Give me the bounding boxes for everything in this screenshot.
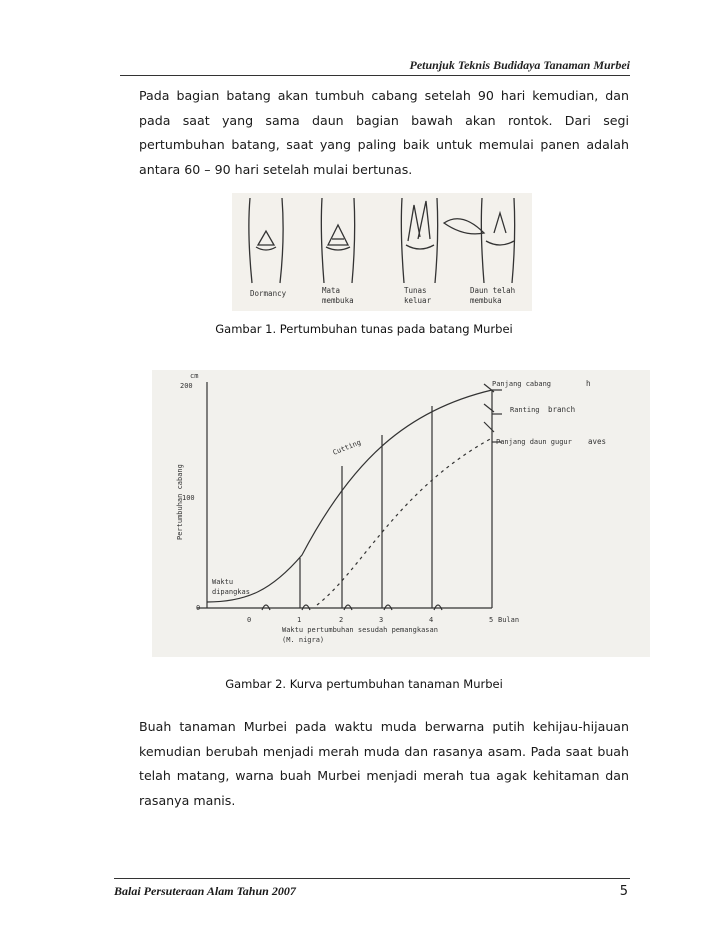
label-tunas: Tunas — [404, 286, 427, 295]
running-header-title: Petunjuk Teknis Budidaya Tanaman Murbei — [409, 58, 630, 72]
label-tunas-keluar: keluar — [404, 296, 432, 305]
label-dormancy: Dormancy — [250, 289, 287, 298]
figure-1-image — [232, 193, 532, 311]
y-unit: cm — [190, 372, 199, 380]
stem-dormancy — [249, 198, 283, 283]
y-tick-0: 0 — [196, 604, 201, 612]
footer-publisher: Balai Persuteraan Alam Tahun 2007 — [114, 884, 296, 898]
x-axis-sublabel: (M. nigra) — [282, 636, 325, 644]
x-tick-1: 1 — [297, 616, 302, 624]
legend-ranting: Ranting — [510, 406, 540, 414]
x-axis-label: Waktu pertumbuhan sesudah pemangkasan — [282, 626, 438, 634]
label-daun-membuka: membuka — [470, 296, 502, 305]
paragraph-batang: Pada bagian batang akan tumbuh cabang setelah 90 hari kemudian, dan pada saat yang sama daun bagian bawah akan rontok. Dari segi pertumbuhan batang, saat yang paling baik untuk memulai panen adalah antara 60 – 90 hari setelah mulai bertunas. — [139, 88, 629, 177]
legend-ranting-suffix: branch — [548, 405, 576, 414]
legend-branch-length: Panjang cabang — [492, 380, 552, 388]
legend-leaf-fall-suffix: aves — [588, 437, 607, 446]
x-tick-2: 2 — [339, 616, 344, 624]
figure-2-image — [152, 370, 650, 657]
figure-1-caption: Gambar 1. Pertumbuhan tunas pada batang Murbei — [215, 322, 513, 336]
figure-2-caption: Gambar 2. Kurva pertumbuhan tanaman Murbei — [225, 677, 503, 691]
y-tick-200: 200 — [180, 382, 193, 390]
figure-2-drawing — [152, 370, 650, 657]
header-rule — [120, 75, 630, 76]
x-unit: Bulan — [498, 616, 520, 624]
paragraph-buah: Buah tanaman Murbei pada waktu muda berwarna putih kehijau-hijauan kemudian berubah menjadi merah muda dan rasanya asam. Pada saat buah telah matang, warna buah Murbei menjadi merah tua agak kehitaman dan rasanya manis. — [139, 719, 629, 808]
cutting-label: Cutting — [331, 438, 363, 457]
y-tick-100: 100 — [182, 494, 195, 502]
legend-leaf-fall: Panjang daun gugur — [496, 438, 572, 446]
page-number: 5 — [619, 884, 628, 899]
leaf-fall-curve — [317, 438, 492, 605]
label-daun-telah: Daun telah — [470, 286, 516, 295]
x-tick-5: 5 — [489, 616, 494, 624]
x-tick-0: 0 — [247, 616, 252, 624]
dipangkas-label: dipangkas — [212, 588, 250, 596]
stem-tunas-keluar — [401, 198, 437, 283]
label-mata-membuka: membuka — [322, 296, 354, 305]
legend-branch-suffix: h — [586, 379, 591, 388]
figure-1-drawing — [232, 193, 532, 311]
label-mata: Mata — [322, 286, 341, 295]
x-tick-4: 4 — [429, 616, 434, 624]
x-tick-3: 3 — [379, 616, 384, 624]
footer-rule — [114, 878, 630, 879]
waktu-label: Waktu — [212, 578, 234, 586]
y-axis-label: Pertumbuhan cabang — [176, 464, 184, 540]
stem-daun-telah-membuka — [444, 198, 515, 283]
stem-mata-membuka — [321, 198, 354, 283]
branch-length-curve — [207, 390, 492, 602]
